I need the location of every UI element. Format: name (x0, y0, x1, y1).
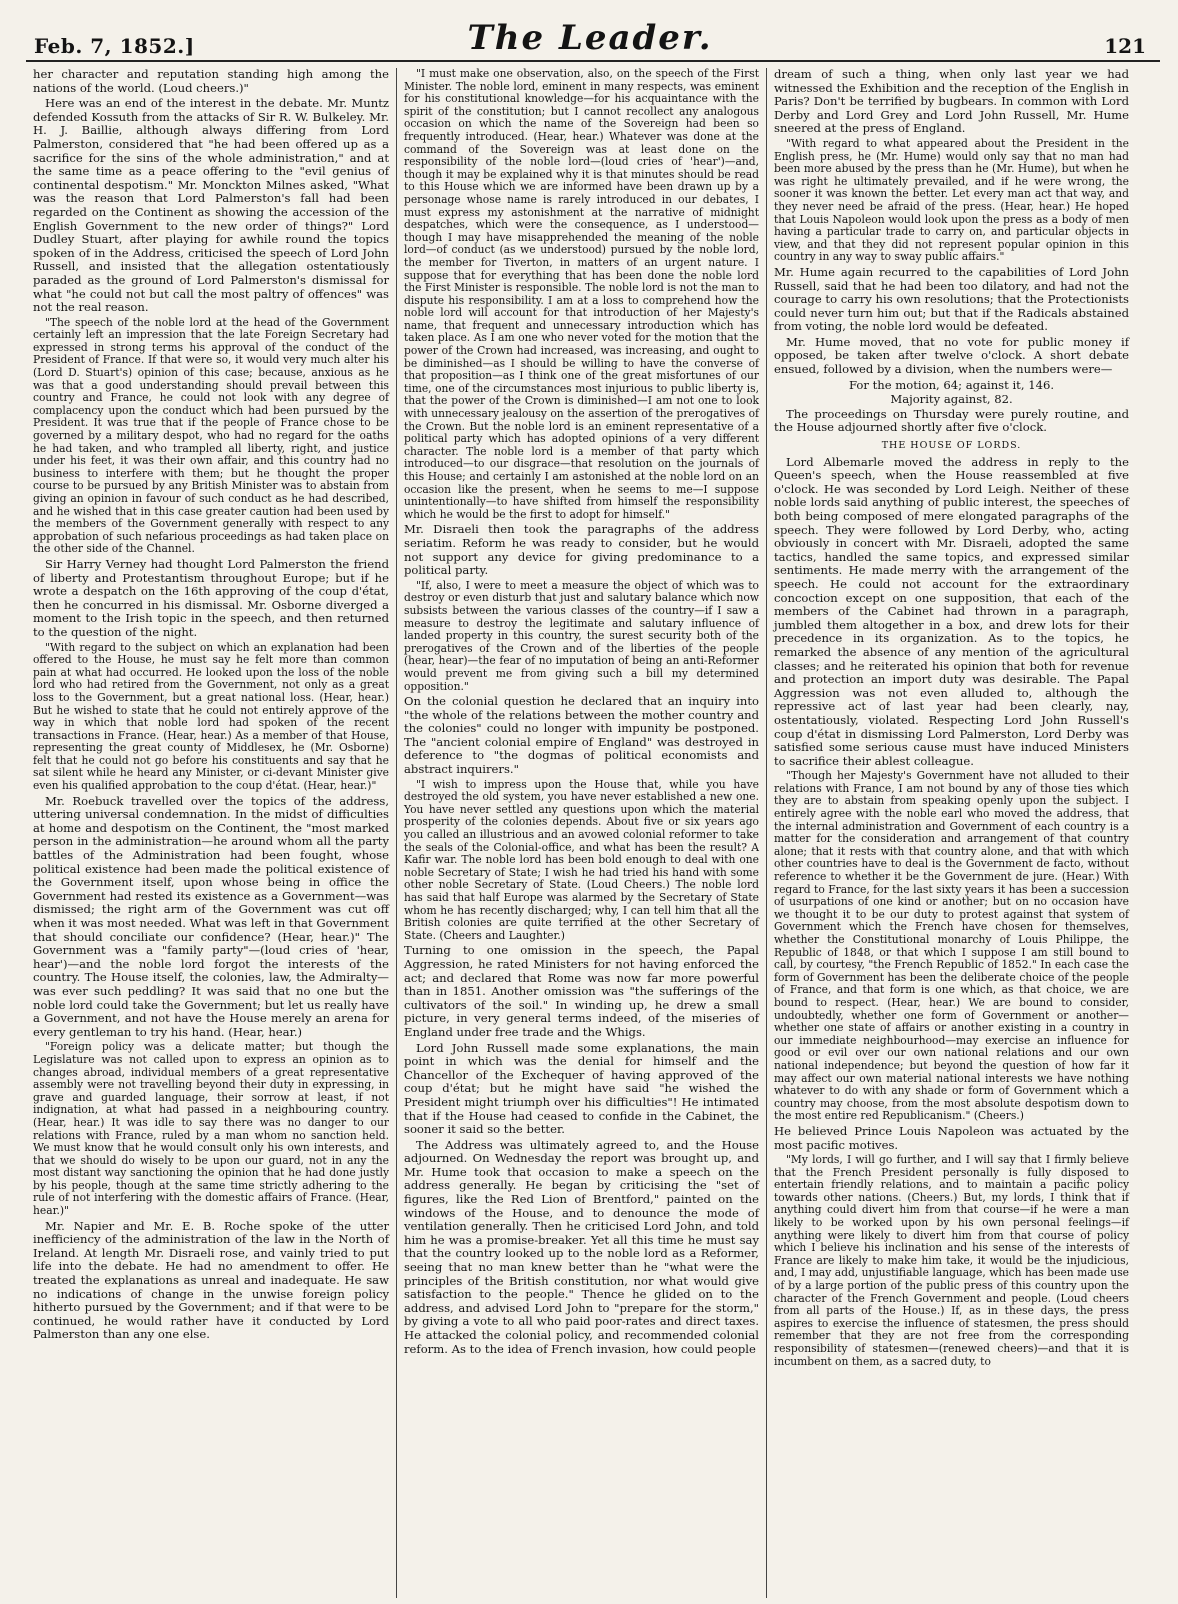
page-number: 121 (1104, 34, 1146, 58)
column-3 (766, 68, 1136, 1598)
issue-date: Feb. 7, 1852.] (34, 34, 195, 58)
article-paragraph: dream of such a thing, when only last year we had witnessed the Exhibition and the reception of the English in Paris? Don't be terrified by bugbears. In common with Lord Derby and Lord Grey and Lord John Russell, Mr. Hume sneered at the press of England. (774, 68, 1129, 136)
article-paragraph: "If, also, I were to meet a measure the object of which was to destroy or even disturb that just and salutary balance which now subsists between the various classes of the country—if I saw a measure to destroy the legitimate and salutary influence of landed property in this country, the surest security both of the prerogatives of the Crown and of the liberties of the people (hear, hear)—the fear of no imputation of being an anti-Reformer would prevent me from giving such a bill my determined opposition." (404, 578, 759, 693)
article-paragraph: "Foreign policy was a delicate matter; but though the Legislature was not called upon to express an opinion as to changes abroad, individual members of a great representative assembly were not travelling beyond their duty in expressing, in grave and guarded language, their sorrow at least, if not indignation, at what had passed in a neighbouring country. (Hear, hear.) It was idle to say there was no danger to our relations with France, ruled by a man whom no sanction held. We must know that he would consult only his own interests, and that we should do wisely to be upon our guard, not in any the most distant way sanctioning the opinion that he had done justly by his people, though at the same time strictly adhering to the rule of not interfering with the domestic affairs of France. (Hear, hear.)" (33, 1040, 389, 1218)
section-heading: THE HOUSE OF LORDS. (881, 440, 1022, 452)
article-paragraph: Lord John Russell made some explanations, the main point in which was the denial for himself and the Chancellor of the Exchequer of having approved of the coup d'état; but he might have said "he wished the President might triumph over his difficulties"! He intimated that if the House had ceased to confide in the Cabinet, the sooner it said so the better. (404, 1040, 759, 1137)
article-paragraph: "With regard to the subject on which an explanation had been offered to the House, he must say he felt more than common pain at what had occurred. He looked upon the loss of the noble lord who had retired from the Government, not only as a great loss to the Government, but a great national loss. (Hear, hear.) But he wished to state that he could not entirely approve of the way in which that noble lord had spoken of the recent transactions in France. (Hear, hear.) As a member of that House, representing the great county of Middlesex, he (Mr. Osborne) felt that he could not go before his constituents and say that he sat silent while he heard any Minister, or ci-devant Minister give even his qualified approbation to the coup d'état. (Hear, hear.)" (33, 640, 389, 793)
article-paragraph: The proceedings on Thursday were purely routine, and the House adjourned shortly after five o'clock. (774, 406, 1129, 435)
article-paragraph: "With regard to what appeared about the President in the English press, he (Mr. Hume) would only say that no man had been more abused by the press than he (Mr. Hume), but when he was right he ultimately prevailed, and if he were wrong, the sooner it was known the better. Let every man act that way, and they never need be afraid of the press. (Hear, hear.) He hoped that Louis Napoleon would look upon the press as a body of men having a particular trade to carry on, and particular objects in view, and that they did not represent popular opinion in this country in any way to sway public affairs." (774, 136, 1129, 264)
columns (26, 68, 1160, 1598)
article-paragraph: On the colonial question he declared that an inquiry into "the whole of the relations between the mother country and the colonies" could no longer with impunity be postponed. The "ancient colonial empire of England" was destroyed in deference to "the dogmas of political economists and abstract inquirers." (404, 694, 759, 777)
column-1 (26, 68, 396, 1598)
article-paragraph: Mr. Hume again recurred to the capabilities of Lord John Russell, said that he had been too dilatory, and had not the courage to carry his own resolutions; that the Protectionists could never turn him out; but that if the Radicals abstained from voting, the noble lord would be defeated. (774, 264, 1129, 334)
article-paragraph: Mr. Roebuck travelled over the topics of the address, uttering universal condemnation. In the midst of difficulties at home and despotism on the Continent, the "most marked person in the administration—he around whom all the party battles of the Administration had been fought, whose political existence had been made the political existence of the Government itself, upon whose being in office the Government had rested its existence as a Government—was dismissed; the right arm of the Government was cut off when it was most needed. What was left in that Government that should conciliate our confidence? (Hear, hear.)" The Government was a "family party"—(loud cries of 'hear, hear')—and the noble lord forgot the interests of the country. The House itself, the colonies, law, the Admiralty—was ever such peddling? It was said that no one but the noble lord could take the Government; but let us really have a Government, and not have the House merely an arena for every gentleman to try his hand. (Hear, hear.) (33, 793, 389, 1039)
article-paragraph: "I must make one observation, also, on the speech of the First Minister. The noble lord, eminent in many respects, was eminent for his constitutional knowledge—for his acquaintance with the spirit of the constitution; but I cannot recollect any analogous occasion on which the name of the Sovereign had been so frequently introduced. (Hear, hear.) Whatever was done at the command of the Sovereign was at least done on the responsibility of the noble lord—(loud cries of 'hear')—and, though it may be explained why it is that minutes should be read to this House which we are informed have been drawn up by a personage whose name is rarely introduced in our debates, I must express my astonishment at the narrative of midnight despatches, which were the consequence, as I understood—though I may have misapprehended the meaning of the noble lord—of conduct (as we understood) pursued by the noble lord, the member for Tiverton, in matters of an urgent nature. I suppose that for everything that has been done the noble lord the First Minister is responsible. The noble lord is not the man to dispute his responsibility. I am at a loss to comprehend how the noble lord will account for that introduction of her Majesty's name, that frequent and unnecessary introduction which has taken place. As I am one who never voted for the motion that the power of the Crown had increased, was increasing, and ought to be diminished—as I should be willing to have the converse of that proposition—as I think one of the great misfortunes of our time, one of the circumstances most injurious to public liberty is, that the power of the Crown is diminished—I am not one to look with unnecessary jealousy on the assertion of the prerogatives of the Crown. But the noble lord is an eminent representative of a political party which has adopted opinions of a very different character. The noble lord is a member of that party which introduced—to our disgrace—that resolution on the journals of this House; and certainly I am astonished at the noble lord on an occasion like the present, when he seems to me—I suppose unintentionally—to have shifted from himself the responsibility which he would be the first to adopt for himself." (404, 68, 759, 521)
article-paragraph: "The speech of the noble lord at the head of the Government certainly left an impression that the late Foreign Secretary had expressed in strong terms his approval of the conduct of the President of France. If that were so, it would very much alter his (Lord D. Stuart's) opinion of this case; because, anxious as he was that a good understanding should prevail between this country and France, he could not look with any degree of complacency upon the conduct which had been pursued by the President. It was true that if the people of France chose to be governed by a military despot, who had no regard for the oaths he had taken, and who trampled all liberty, right, and justice under his feet, it was their own affair, and this country had no business to interfere with them; but he thought the proper course to be pursued by any British Minister was to abstain from giving an opinion in favour of such conduct as he had described, and he wished that in this case greater caution had been used by the members of the Government generally with respect to any approbation of such nefarious proceedings as had taken place on the other side of the Channel. (33, 315, 389, 556)
article-paragraph: "Though her Majesty's Government have not alluded to their relations with France, I am not bound by any of those ties which they are to abstain from speaking openly upon the subject. I entirely agree with the noble earl who moved the address, that the internal administration and Government of each country is a matter for the consideration and arrangement of that country alone; that it rests with that country alone, and that with which other countries have to deal is the Government de facto, without reference to whether it be the Government de jure. (Hear.) With regard to France, for the last sixty years it has been a succession of usurpations of one kind or another; but on no occasion have we thought it to be our duty to protest against that system of Government which the French have chosen for themselves, whether the Constitutional monarchy of Louis Philippe, the Republic of 1848, or that which I suppose I am still bound to call, by courtesy, "the French Republic of 1852." In each case the form of Government has been the deliberate choice of the people of France, and that form is one which, as that choice, we are bound to respect. (Hear, hear.) We are bound to consider, undoubtedly, whether one form of Government or another—whether one state of affairs or another existing in a country in our immediate neighbourhood—may exercise an influence for good or evil over our own national relations and our own national independence; but beyond the question of how far it may affect our own material national interests we have nothing whatever to do with any shade or form of Government which a country may choose, from the most absolute despotism down to the most entire red Republicanism." (Cheers.) (774, 769, 1129, 1123)
article-paragraph: Mr. Disraeli then took the paragraphs of the address seriatim. Reform he was ready to consider, but he would not support any device for giving predominance to a political party. (404, 522, 759, 578)
article-paragraph: The Address was ultimately agreed to, and the House adjourned. On Wednesday the report was brought up, and Mr. Hume took that occasion to make a speech on the address generally. He began by criticising the "set of figures, like the Red Lion of Brentford," painted on the windows of the House, and to denounce the mode of ventilation generally. Then he criticised Lord John, and told him he was a promise-breaker. Yet all this time he must say that the country looked up to the noble lord as a Reformer, seeing that no man knew better than he "what were the principles of the British constitution, nor what would give satisfaction to the people." Thence he glided on to the address, and advised Lord John to "prepare for the storm," by giving a vote to all who paid poor-rates and direct taxes. He attacked the colonial policy, and recommended colonial reform. As to the idea of French invasion, how could people (404, 1137, 759, 1356)
division-result: For the motion, 64; against it, 146. (848, 377, 1055, 392)
article-paragraph: "My lords, I will go further, and I will say that I firmly believe that the French President personally is fully disposed to entertain friendly relations, and to maintain a pacific policy towards other nations. (Cheers.) But, my lords, I think that if anything could divert him from that course—if he were a man likely to be worked upon by his own personal feelings—if anything were likely to divert him from that course of policy which I believe his inclination and his sense of the interests of France are likely to make him take, it would be the injudicious, and, I may add, unjustifiable language, which has been made use of by a large portion of the public press of this country upon the character of the French Government and people. (Loud cheers from all parts of the House.) If, as in these days, the press aspires to exercise the influence of statesmen, the press should remember that they are not free from the corresponding responsibility of statesmen—(renewed cheers)—and that it is incumbent on them, as a sacred duty, to (774, 1153, 1129, 1368)
masthead (26, 0, 1160, 62)
article-paragraph: Mr. Hume moved, that no vote for public money if opposed, be taken after twelve o'clock. A short debate ensued, followed by a division, when the numbers were— (774, 334, 1129, 377)
division-result: Majority against, 82. (890, 392, 1013, 407)
column-2 (396, 68, 766, 1598)
newspaper-title: The Leader. (467, 18, 713, 58)
article-paragraph: Sir Harry Verney had thought Lord Palmerston the friend of liberty and Protestantism throughout Europe; but if he wrote a despatch on the 16th approving of the coup d'état, then he concurred in his dismissal. Mr. Osborne diverged a moment to the Irish topic in the speech, and then returned to the question of the night. (33, 556, 389, 639)
article-paragraph: Turning to one omission in the speech, the Papal Aggression, he rated Ministers for not having enforced the act; and declared that Rome was now far more powerful than in 1851. Another omission was "the sufferings of the cultivators of the soil." In winding up, he drew a small picture, in very general terms indeed, of the miseries of England under free trade and the Whigs. (404, 943, 759, 1039)
article-paragraph: He believed Prince Louis Napoleon was actuated by the most pacific motives. (774, 1123, 1129, 1152)
article-paragraph: her character and reputation standing high among the nations of the world. (Loud cheers.)" (33, 68, 389, 95)
article-paragraph: Lord Albemarle moved the address in reply to the Queen's speech, when the House reassembled at five o'clock. He was seconded by Lord Leigh. Neither of these noble lords said anything of public interest, the speeches of both being composed of mere elongated paragraphs of the speech. They were followed by Lord Derby, who, acting obviously in concert with Mr. Disraeli, adopted the same tactics, handled the same topics, and expressed similar sentiments. He made merry with the arrangement of the speech. He could not account for the extraordinary concoction except on one supposition, that each of the members of the Cabinet had thrown in a paragraph, jumbled them altogether in a box, and drew lots for their precedence in its organization. As to the topics, he remarked the absence of any mention of the agricultural classes; and he reiterated his opinion that both for revenue and protection an import duty was desirable. The Papal Aggression was not even alluded to, although the repressive act of last year had been clearly, nay, ostentatiously, violated. Respecting Lord John Russell's coup d'état in dismissing Lord Palmerston, Lord Derby was satisfied some serious cause must have induced Ministers to sacrifice their ablest colleague. (774, 454, 1129, 768)
article-paragraph: Mr. Napier and Mr. E. B. Roche spoke of the utter inefficiency of the administration of the law in the North of Ireland. At length Mr. Disraeli rose, and vainly tried to put life into the debate. He had no amendment to offer. He treated the explanations as unreal and inadequate. He saw no indications of change in the unwise foreign policy hitherto pursued by the Government; and if that were to be continued, he would rather have it conducted by Lord Palmerston than any one else. (33, 1218, 389, 1342)
article-paragraph: "I wish to impress upon the House that, while you have destroyed the old system, you have never established a new one. You have never settled any questions upon which the material prosperity of the colonies depends. About five or six years ago you called an illustrious and an avowed colonial reformer to take the seals of the Colonial-office, and what has been the result? A Kafir war. The noble lord has been bold enough to deal with one noble Secretary of State; I wish he had tried his hand with some other noble Secretary of State. (Loud Cheers.) The noble lord has said that half Europe was alarmed by the Secretary of State whom he has recently discharged; why, I can tell him that all the British colonies are quite terrified at the other Secretary of State. (Cheers and Laughter.) (404, 777, 759, 942)
article-paragraph: Here was an end of the interest in the debate. Mr. Muntz defended Kossuth from the attacks of Sir R. W. Bulkeley. Mr. H. J. Baillie, although always differing from Lord Palmerston, considered that "he had been offered up as a sacrifice for the sins of the whole administration," and at the same time as a peace offering to the "evil genius of continental despotism." Mr. Monckton Milnes asked, "What was the reason that Lord Palmerston's fall had been regarded on the Continent as showing the accession of the English Government to the new order of things?" Lord Dudley Stuart, after playing for awhile round the topics spoken of in the Address, criticised the speech of Lord John Russell, and insisted that the allegation ostentatiously paraded as the ground of Lord Palmerston's dismissal for what "he could not but call the most paltry of offences" was not the real reason. (33, 96, 389, 315)
